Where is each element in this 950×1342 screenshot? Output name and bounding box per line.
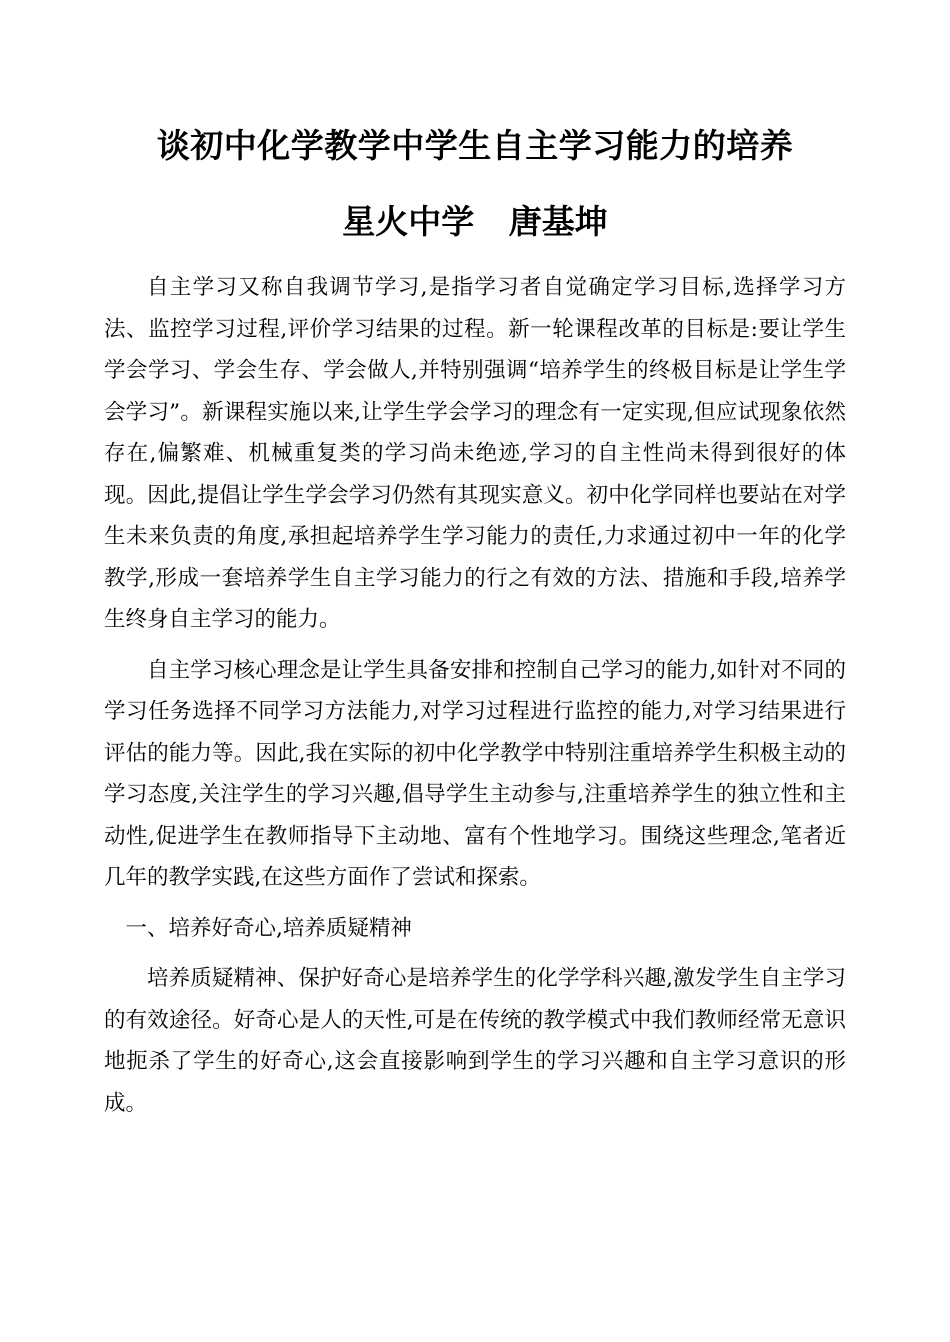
- section-heading: 一、培养好奇心,培养质疑精神: [125, 915, 412, 941]
- body-paragraph-1: 自主学习又称自我调节学习,是指学习者自觉确定学习目标,选择学习方法、监控学习过程,评价学习结果的过程。新一轮课程改革的目标是:要让学生学会学习、学会生存、学会做人,并特别强调“培养学生的终极目标是让学生学会学习”。新课程实施以来,让学生学会学习的理念有一定实现,但应试现象依然存在,偏繁难、机械重复类的学习尚未绝迹,学习的自主性尚未得到很好的体现。因此,提倡让学生学会学习仍然有其现实意义。初中化学同样也要站在对学生未来负责的角度,承担起培养学生学习能力的责任,力求通过初中一年的化学教学,形成一套培养学生自主学习能力的行之有效的方法、措施和手段,培养学生终身自主学习的能力。: [104, 275, 846, 632]
- body-paragraph-2: 自主学习核心理念是让学生具备安排和控制自己学习的能力,如针对不同的学习任务选择不同学习方法能力,对学习过程进行监控的能力,对学习结果进行评估的能力等。因此,我在实际的初中化学教学中特别注重培养学生积极主动的学习态度,关注学生的学习兴趣,倡导学生主动参与,注重培养学生的独立性和主动性,促进学生在教师指导下主动地、富有个性地学习。围绕这些理念,笔者近几年的教学实践,在这些方面作了尝试和探索。: [104, 657, 846, 890]
- document-title: 谈初中化学教学中学生自主学习能力的培养: [156, 126, 794, 165]
- section-paragraph: 培养质疑精神、保护好奇心是培养学生的化学学科兴趣,激发学生自主学习的有效途径。好奇心是人的天性,可是在传统的教学模式中我们教师经常无意识地扼杀了学生的好奇心,这会直接影响到学生的学习兴趣和自主学习意识的形成。: [104, 966, 846, 1116]
- author-byline: 星火中学 唐基坤: [342, 202, 608, 241]
- document-body: [104, 267, 846, 1133]
